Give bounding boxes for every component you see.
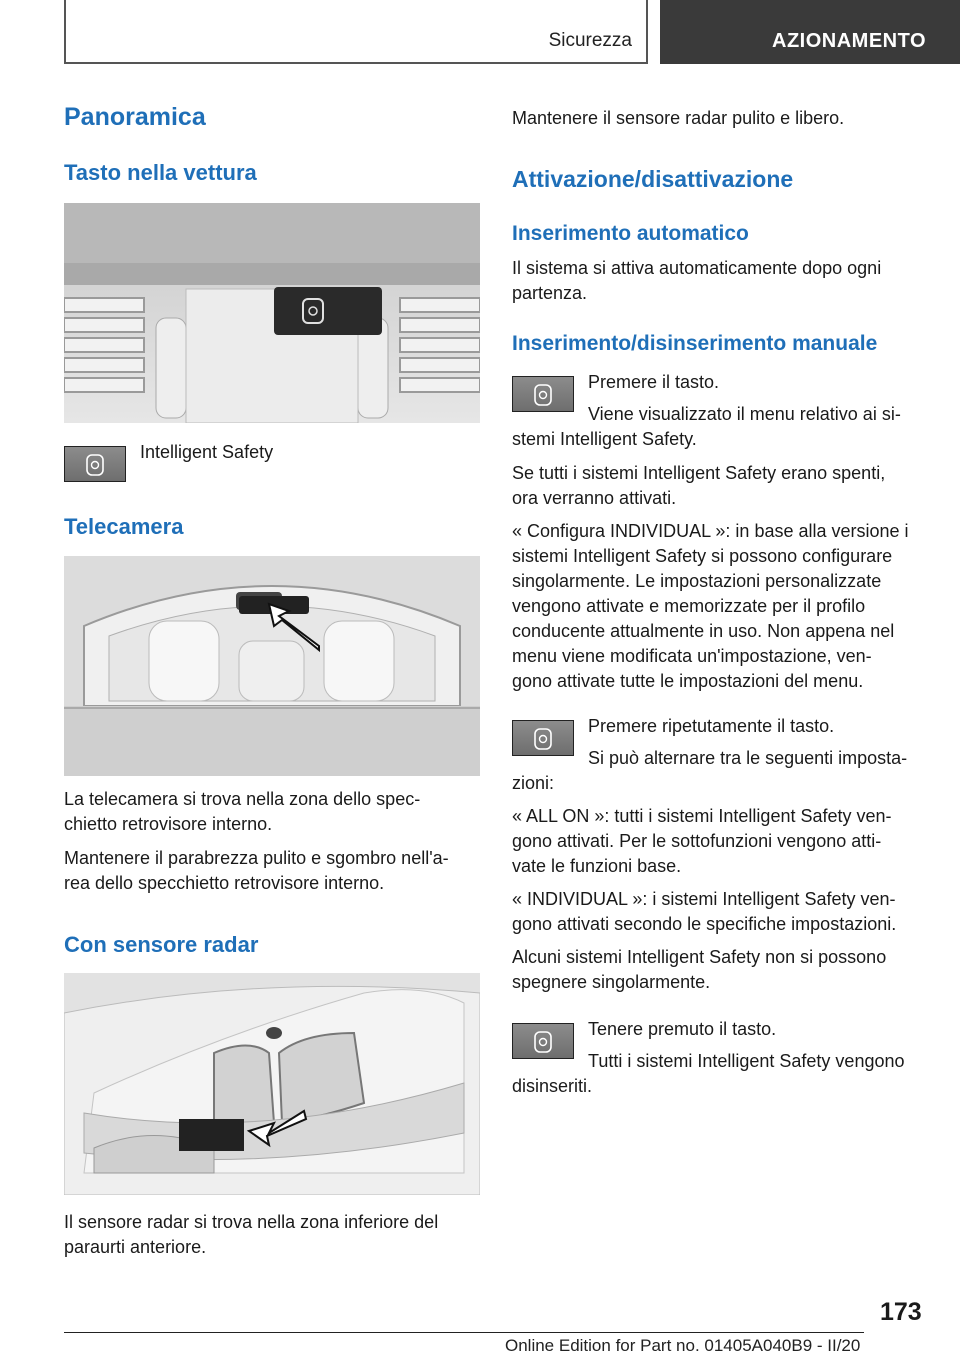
heading-telecamera: Telecamera (64, 514, 184, 539)
configura-line1: « Configura INDIVIDUAL »: in base alla versione i (512, 521, 909, 541)
step3-desc-line2: disinseriti. (512, 1076, 593, 1096)
footer-divider (64, 1332, 864, 1333)
intelligent-safety-key-icon (64, 446, 126, 482)
radar-clean-text: Mantenere il sensore radar pulito e libero. (512, 108, 845, 128)
alcuni-line2: spegnere singolarmente. (512, 972, 711, 992)
allon-line2: gono attivati. Per le sottofunzioni vengono atti- (512, 831, 882, 851)
heading-radar: Con sensore radar (64, 932, 259, 957)
step1-action: Premere il tasto. (588, 372, 720, 392)
auto-text-line1: Il sistema si attiva automaticamente dopo ogni (512, 258, 882, 278)
radar-location-line2: paraurti anteriore. (64, 1237, 207, 1257)
configura-line5: conducente attualmente in uso. Non appena nel (512, 621, 895, 641)
heading-panoramica: Panoramica (64, 103, 206, 131)
camera-location-line1: La telecamera si trova nella zona dello spec- (64, 789, 421, 809)
safety-key-icon-2 (512, 720, 574, 756)
step3-action: Tenere premuto il tasto. (588, 1019, 777, 1039)
alcuni-line1: Alcuni sistemi Intelligent Safety non si possono (512, 947, 887, 967)
configura-line6: menu viene modificata un'impostazione, ven- (512, 646, 872, 666)
section-title: Sicurezza (548, 30, 632, 51)
camera-clean-line2: rea dello specchietto retrovisore interno. (64, 873, 385, 893)
safety-key-icon-3 (512, 1023, 574, 1059)
page-number: 173 (880, 1298, 922, 1326)
page-header (0, 0, 960, 66)
chapter-title: AZIONAMENTO (772, 30, 927, 52)
auto-text-line2: partenza. (512, 283, 588, 303)
configura-line3: singolarmente. Le impostazioni personalizzate (512, 571, 882, 591)
camera-location-line2: chietto retrovisore interno. (64, 814, 273, 834)
configura-line2: sistemi Intelligent Safety si possono configurare (512, 546, 893, 566)
heading-inserimento-automatico: Inserimento automatico (512, 222, 749, 245)
configura-line4: vengono attivate e memorizzate per il profilo (512, 596, 866, 616)
step2-desc-line2: zioni: (512, 773, 555, 793)
step2-desc-line1: Si può alternare tra le seguenti imposta- (588, 748, 908, 768)
step2-action: Premere ripetutamente il tasto. (588, 716, 835, 736)
radar-location-line1: Il sensore radar si trova nella zona inferiore del (64, 1212, 439, 1232)
step1-desc-line2: stemi Intelligent Safety. (512, 429, 697, 449)
dashboard-button-image (64, 203, 480, 423)
windshield-camera-image (64, 556, 480, 776)
camera-clean-line1: Mantenere il parabrezza pulito e sgombro nell'a- (64, 848, 449, 868)
allon-line1: « ALL ON »: tutti i sistemi Intelligent Safety ven- (512, 806, 892, 826)
key-label: Intelligent Safety (140, 442, 274, 462)
step1-desc-line1: Viene visualizzato il menu relativo ai si- (588, 404, 901, 424)
individual-line1: « INDIVIDUAL »: i sistemi Intelligent Safety ven- (512, 889, 896, 909)
safety-key-icon-1 (512, 376, 574, 412)
heading-tasto: Tasto nella vettura (64, 160, 257, 185)
spenti-line2: ora verranno attivati. (512, 488, 677, 508)
front-bumper-radar-image (64, 973, 480, 1195)
allon-line3: vate le funzioni base. (512, 856, 682, 876)
step3-desc-line1: Tutti i sistemi Intelligent Safety vengono (588, 1051, 905, 1071)
configura-line7: gono attivate tutte le impostazioni del menu. (512, 671, 864, 691)
individual-line2: gono attivati secondo le specifiche impostazioni. (512, 914, 897, 934)
heading-inserimento-manuale: Inserimento/disinserimento manuale (512, 332, 878, 355)
chapter-tab (660, 0, 960, 64)
heading-attivazione: Attivazione/disattivazione (512, 166, 794, 192)
spenti-line1: Se tutti i sistemi Intelligent Safety erano spenti, (512, 463, 886, 483)
footer-edition: Online Edition for Part no. 01405A040B9 - II/20 (505, 1336, 861, 1355)
section-tab (64, 0, 648, 64)
